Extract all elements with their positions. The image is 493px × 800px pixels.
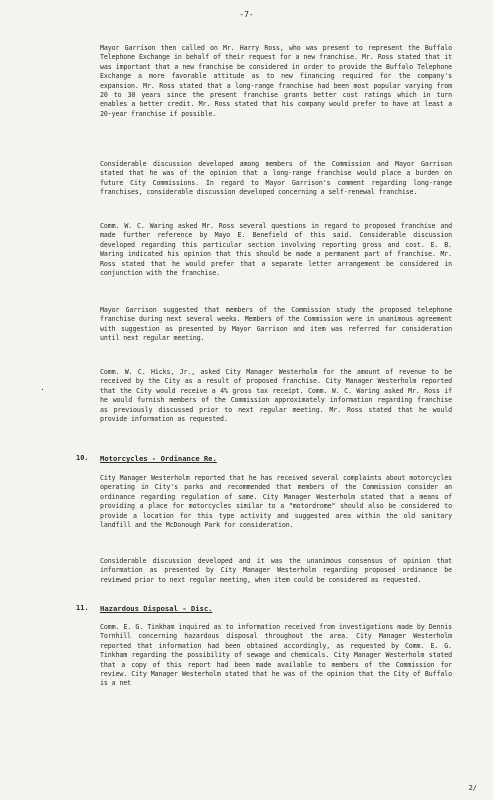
- section-number-11: 11.: [76, 604, 89, 612]
- paragraph-motorcycle-consensus: Considerable discussion developed and it was the unanimous consensus of opinion that information as presented by City Manager Westerholm regarding proposed ordinance be reviewed prior to next regular meeting, when item could be considered as requested.: [100, 557, 452, 584]
- paragraph-ross-franchise-request: Mayor Garrison then called on Mr. Harry Ross, who was present to represent the Buffalo Telephone Exchange in behalf of their request for a new franchise. Mr. Ross stated that it was important that a new franchise be considered in order to provide the Buffalo Telephone Exchange a more favorable attitude as to new financing required for the company's expansion. Mr. Ross stated that a long-range franchise had been most popular varying from 20 to 30 years since the present franchise grants better cost ratings which in turn enables a better credit. Mr. Ross stated that his company would prefer to have at least a 20-year franchise if possible.: [100, 44, 452, 118]
- page-number: -7-: [239, 10, 254, 19]
- corner-mark: 2/: [468, 784, 477, 792]
- section-heading-motorcycles: Motorcycles - Ordinance Re.: [100, 454, 217, 463]
- paragraph-long-range-discussion: Considerable discussion developed among members of the Commission and Mayor Garrison stated that he was of the opinion that a long-range franchise would place a burden on future City Commissions. In regard to Mayor Garrison's comment regarding long-range franchises, considerable discussion developed concerning a self-renewal franchise.: [100, 160, 452, 197]
- section-heading-hazardous-disposal: Hazardous Disposal - Disc.: [100, 604, 213, 613]
- section-number-10: 10.: [76, 454, 89, 462]
- paragraph-motorcycle-complaints: City Manager Westerholm reported that he has received several complaints about motorcycles operating in City's parks and recommended that members of the Commission consider an ordinance regarding regulation of same. City Manager Westerholm stated that a means of providing a place for motorcycles similar to a "motordrome" should also be considered to provide a location for this type activity and suggested area within the old sanitary landfill and the McDonough Park for consideration.: [100, 474, 452, 530]
- paragraph-hicks-revenue: Comm. W. C. Hicks, Jr., asked City Manager Westerholm for the amount of revenue to be received by the City as a result of proposed franchise. City Manager Westerholm reported that the City would receive a 4% gross tax receipt. Comm. W. C. Waring asked Mr. Ross if he would furnish members of the Commission approximately information regarding franchise as previously discussed prior to next regular meeting. Mr. Ross stated that he would provide information as requested.: [100, 368, 452, 424]
- paragraph-waring-questions: Comm. W. C. Waring asked Mr. Ross several questions in regard to proposed franchise and made further reference by Mayo E. Benefield of this said. Considerable discussion developed regarding this particular section involving reporting gross and cost. E. B. Waring indicated his opinion that this should be made a permanent part of franchise. Mr. Ross stated that he would prefer that a separate letter arrangement be considered in conjunction with the franchise.: [100, 222, 452, 278]
- paragraph-tinkham-inquiry: Comm. E. G. Tinkham inquired as to information received from investigations made by Dennis Tornhill concerning hazardous disposal throughout the area. City Manager Westerholm reported that information had been obtained accordingly, as requested by Comm. E. G. Tinkham regarding the possibility of sewage and chemicals. City Manager Westerholm stated that a copy of this report had been made available to members of the Commission for review. City Manager Westerholm stated that he was of the opinion that the City of Buffalo is a net: [100, 623, 452, 688]
- paragraph-garrison-suggestion: Mayor Garrison suggested that members of the Commission study the proposed telephone franchise during next several weeks. Members of the Commission were in unanimous agreement with suggestion as presented by Mayor Garrison and item was referred for consideration until next regular meeting.: [100, 306, 452, 343]
- margin-mark: .: [40, 383, 45, 392]
